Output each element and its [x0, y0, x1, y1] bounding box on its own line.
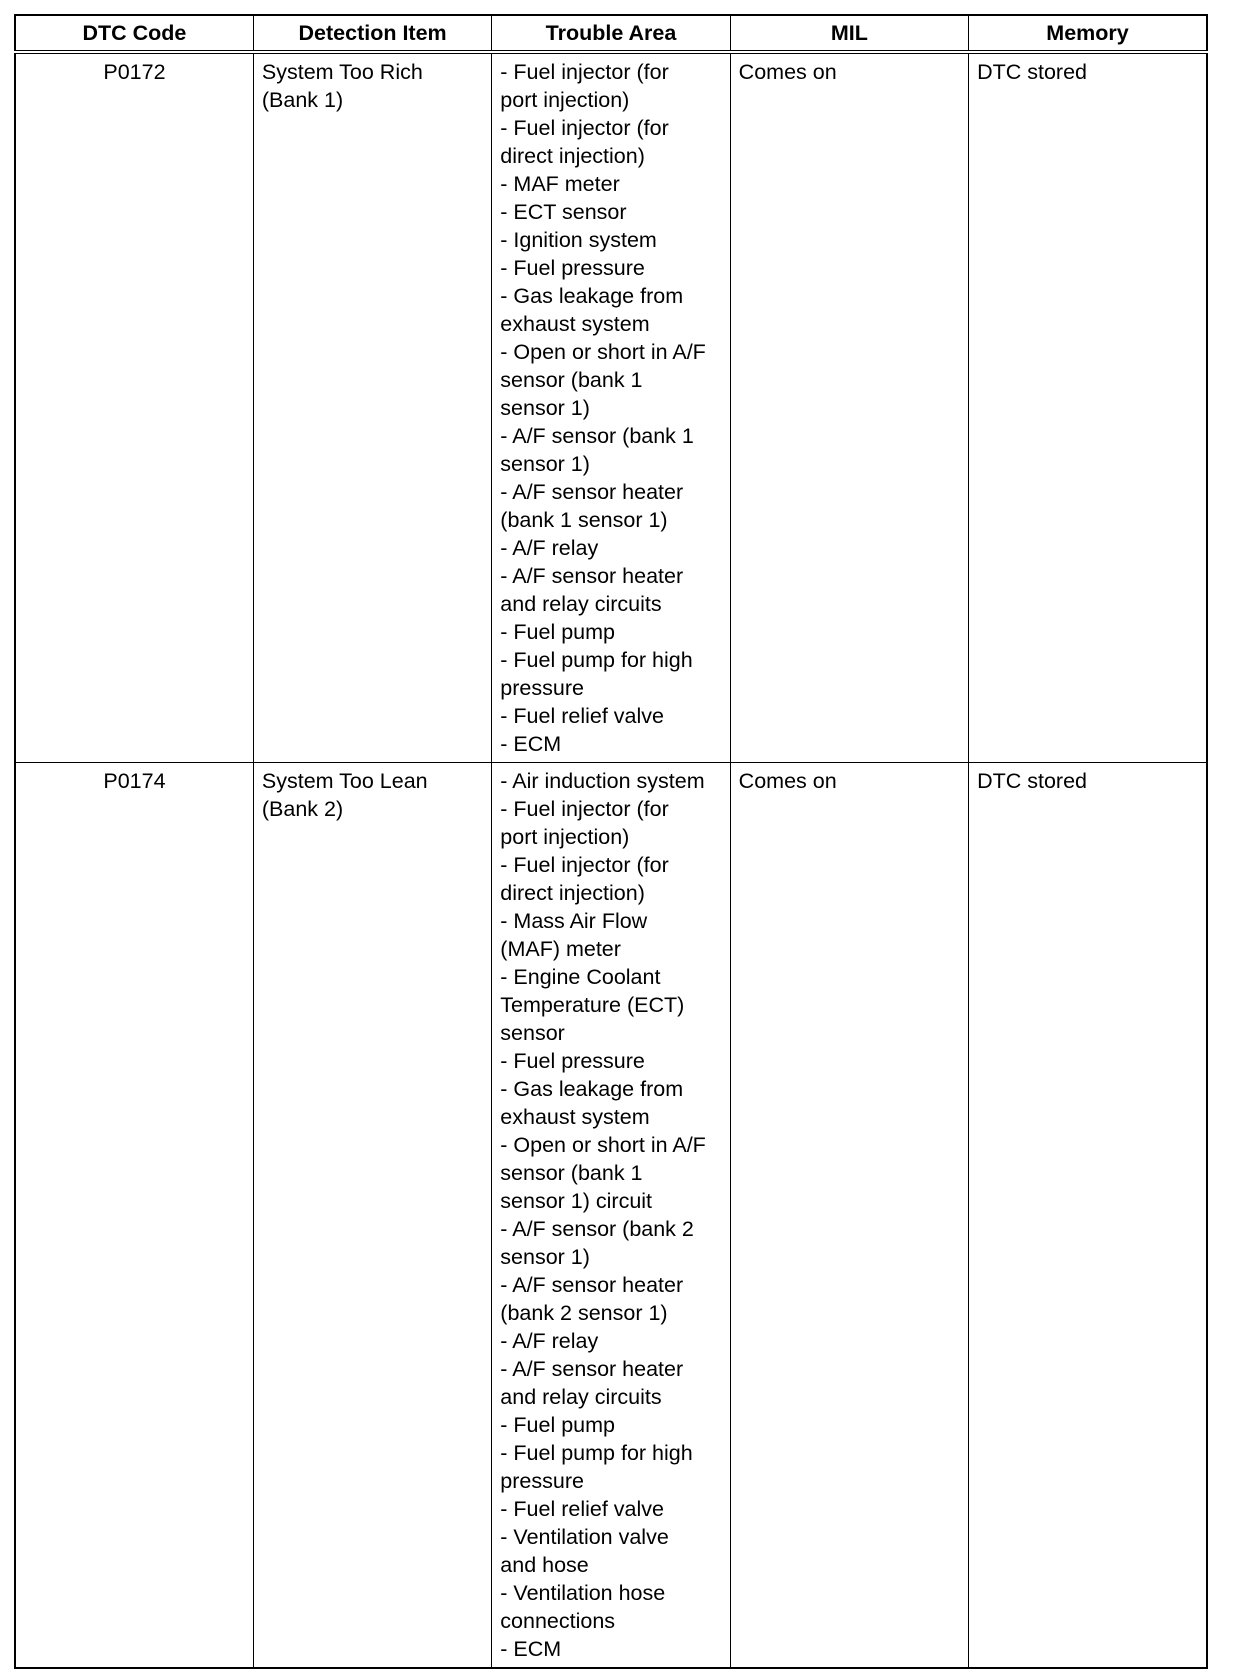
trouble-area-line: - MAF meter — [500, 172, 620, 196]
trouble-area-line: port injection) — [500, 88, 630, 112]
trouble-area-line: sensor (bank 1 — [500, 1161, 643, 1185]
trouble-area-line: - A/F relay — [500, 536, 599, 560]
trouble-area-line: sensor (bank 1 — [500, 368, 643, 392]
header-trouble-area: Trouble Area — [492, 15, 730, 52]
trouble-area-line: - Open or short in A/F — [500, 1133, 706, 1157]
header-mil: MIL — [730, 15, 968, 52]
trouble-area-line: - Open or short in A/F — [500, 340, 706, 364]
trouble-area-line: - Fuel injector (for — [500, 60, 669, 84]
trouble-area-line: - Fuel pump for high — [500, 1441, 693, 1465]
trouble-area-line: - Ignition system — [500, 228, 657, 252]
dtc-code-cell: P0172 — [15, 52, 253, 763]
dtc-code-cell: P0174 — [15, 763, 253, 1669]
table-body — [15, 52, 1207, 1668]
trouble-area-cell — [492, 763, 730, 1669]
mil-cell: Comes on — [730, 763, 968, 1669]
trouble-area-line: - A/F sensor heater — [500, 480, 684, 504]
detection-item-line: (Bank 2) — [261, 797, 344, 821]
trouble-area-line: direct injection) — [500, 144, 645, 168]
trouble-area-line: (bank 2 sensor 1) — [500, 1301, 668, 1325]
trouble-area-line: - Fuel pump for high — [500, 648, 693, 672]
trouble-area-line: and relay circuits — [500, 1385, 662, 1409]
memory-cell: DTC stored — [969, 763, 1207, 1669]
detection-item-cell — [253, 52, 491, 763]
trouble-area-line: sensor 1) — [500, 452, 590, 476]
trouble-area-line: - Gas leakage from — [500, 1077, 684, 1101]
trouble-area-cell — [492, 52, 730, 763]
trouble-area-line: - Fuel relief valve — [500, 1497, 664, 1521]
trouble-area-line: - Fuel pump — [500, 620, 615, 644]
trouble-area-line: pressure — [500, 1469, 584, 1493]
trouble-area-line: - ECM — [500, 732, 562, 756]
trouble-area-line: exhaust system — [500, 1105, 650, 1129]
trouble-area-line: Temperature (ECT) — [500, 993, 685, 1017]
trouble-area-line: - Fuel injector (for — [500, 853, 669, 877]
trouble-area-line: sensor — [500, 1021, 565, 1045]
detection-item-cell — [253, 763, 491, 1669]
header-dtc-code: DTC Code — [15, 15, 253, 52]
trouble-area-line: - ECT sensor — [500, 200, 627, 224]
trouble-area-line: - Fuel pressure — [500, 1049, 645, 1073]
detection-item-line: System Too Rich — [261, 60, 423, 84]
detection-item-line: (Bank 1) — [261, 88, 344, 112]
trouble-area-line: - A/F sensor heater — [500, 1273, 684, 1297]
trouble-area-line: pressure — [500, 676, 584, 700]
trouble-area-line: - A/F sensor heater — [500, 564, 684, 588]
trouble-area-line: - A/F sensor (bank 1 — [500, 424, 694, 448]
trouble-area-line: - Ventilation hose — [500, 1581, 666, 1605]
trouble-area-line: - Fuel injector (for — [500, 797, 669, 821]
trouble-area-line: - ECM — [500, 1637, 562, 1661]
trouble-area-line: connections — [500, 1609, 616, 1633]
table-header — [15, 15, 1207, 52]
trouble-area-line: - A/F sensor heater — [500, 1357, 684, 1381]
trouble-area-line: exhaust system — [500, 312, 650, 336]
header-row — [15, 15, 1207, 52]
dtc-table — [14, 14, 1208, 1669]
detection-item-line: System Too Lean — [261, 769, 428, 793]
trouble-area-line: - Fuel relief valve — [500, 704, 664, 728]
trouble-area-line: - Fuel pressure — [500, 256, 645, 280]
trouble-area-line: - A/F relay — [500, 1329, 599, 1353]
memory-cell: DTC stored — [969, 52, 1207, 763]
trouble-area-line: - Fuel injector (for — [500, 116, 669, 140]
header-memory: Memory — [969, 15, 1207, 52]
trouble-area-line: and relay circuits — [500, 592, 662, 616]
trouble-area-line: sensor 1) — [500, 1245, 590, 1269]
trouble-area-line: - Ventilation valve — [500, 1525, 669, 1549]
mil-cell: Comes on — [730, 52, 968, 763]
trouble-area-line: sensor 1) circuit — [500, 1189, 653, 1213]
trouble-area-line: - Fuel pump — [500, 1413, 615, 1437]
trouble-area-line: and hose — [500, 1553, 589, 1577]
trouble-area-line: (MAF) meter — [500, 937, 621, 961]
trouble-area-line: sensor 1) — [500, 396, 590, 420]
trouble-area-line: (bank 1 sensor 1) — [500, 508, 668, 532]
table-row — [15, 763, 1207, 1669]
table-row — [15, 52, 1207, 763]
trouble-area-line: - Mass Air Flow — [500, 909, 648, 933]
trouble-area-line: - Gas leakage from — [500, 284, 684, 308]
trouble-area-line: - Air induction system — [500, 769, 705, 793]
trouble-area-line: port injection) — [500, 825, 630, 849]
trouble-area-line: - Engine Coolant — [500, 965, 661, 989]
trouble-area-line: direct injection) — [500, 881, 645, 905]
header-detection-item: Detection Item — [253, 15, 491, 52]
trouble-area-line: - A/F sensor (bank 2 — [500, 1217, 694, 1241]
